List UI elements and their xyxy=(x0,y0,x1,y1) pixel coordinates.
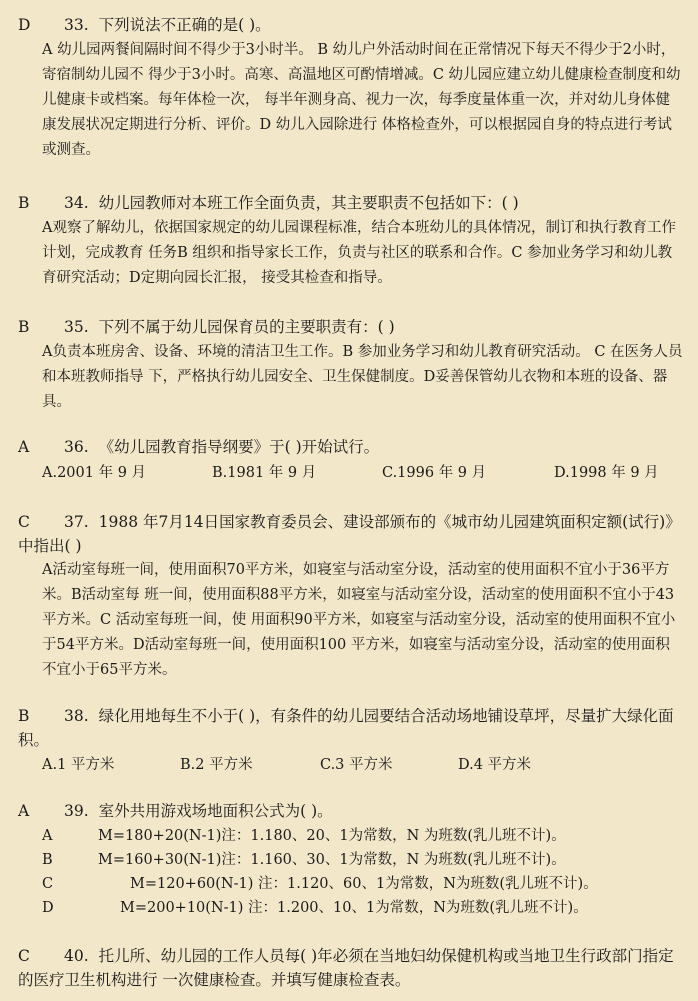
question-33 xyxy=(18,12,684,163)
option-b: B.1981 年 9 月 xyxy=(212,465,317,481)
answer-letter: D xyxy=(18,16,31,34)
question-stem: 托儿所、幼儿园的工作人员每( )年必须在当地妇幼保健机构或当地卫生行政部门指定的医疗卫生机构进行 一次健康检查。并填写健康检查表。 xyxy=(18,947,674,989)
question-number: 35. xyxy=(64,318,89,336)
option-c: C.1996 年 9 月 xyxy=(382,465,487,481)
option-a: A.1 平方米 xyxy=(42,757,115,773)
formula-text: M=160+30(N-1)注：1.160、30、1为常数，N 为班数(乳儿班不计)。 xyxy=(98,852,566,868)
answer-letter: B xyxy=(18,318,30,336)
question-stem: 《幼儿园教育指导纲要》于( )开始试行。 xyxy=(98,438,380,456)
question-36 xyxy=(18,434,684,486)
question-body: A 幼儿园两餐间隔时间不得少于3小时半。 B 幼儿户外活动时间在正常情况下每天不得少于2小时，寄宿制幼儿园不 得少于3小时。高寒、高温地区可酌情增减。C 幼儿园应建立幼儿健康检查制度和幼儿健康卡或档案。每年体检一次， 每半年测身高、视力一次，每季度量体重一次，并对幼儿身体健康发展状况定期进行分析、评价。D 幼儿入园除进行 体格检查外，可以根据园自身的特点进行考试或测查。 xyxy=(42,42,681,158)
options-row xyxy=(18,752,684,778)
question-body: A活动室每班一间，使用面积70平方米，如寝室与活动室分设，活动室的使用面积不宜小于36平方米。B活动室每 班一间，使用面积88平方米，如寝室与活动室分设，活动室的使用面积不宜小于43平方米。C 活动室每班一间，使 用面积90平方米，如寝室与活动室分设，活动室的使用面积不宜小于54平方米。D活动室每班一间，使用面积100 平方米，如寝室与活动室分设，活动室的使用面积不宜小于65平方米。 xyxy=(42,562,676,678)
answer-letter: B xyxy=(18,707,30,725)
question-34 xyxy=(18,190,684,291)
question-number: 39. xyxy=(64,802,89,820)
question-stem: 幼儿园教师对本班工作全面负责，其主要职责不包括如下：( ) xyxy=(98,194,519,212)
option-d: D.1998 年 9 月 xyxy=(554,465,659,481)
options-row xyxy=(18,460,684,486)
option-b: B.2 平方米 xyxy=(180,757,253,773)
option-label: A xyxy=(42,828,53,844)
option-label: B xyxy=(42,852,53,868)
answer-letter: A xyxy=(18,802,30,820)
question-stem: 下列说法不正确的是( )。 xyxy=(98,16,271,34)
option-a: A.2001 年 9 月 xyxy=(42,465,147,481)
question-number: 38. xyxy=(64,707,89,725)
question-number: 36. xyxy=(64,438,89,456)
question-stem: 室外共用游戏场地面积公式为( )。 xyxy=(98,802,333,820)
option-d: D.4 平方米 xyxy=(458,757,532,773)
answer-letter: B xyxy=(18,194,30,212)
question-number: 40. xyxy=(64,947,89,965)
question-stem: 下列不属于幼儿园保育员的主要职责有：( ) xyxy=(98,318,395,336)
formula-option-b xyxy=(18,848,684,872)
answer-letter: C xyxy=(18,947,30,965)
option-c: C.3 平方米 xyxy=(320,757,393,773)
question-stem: 1988 年7月14日国家教育委员会、建设部颁布的《城市幼儿园建筑面积定额(试行)》中指出( ) xyxy=(18,513,681,555)
question-number: 33. xyxy=(64,16,89,34)
option-label: D xyxy=(42,900,54,916)
question-stem: 绿化用地每生不小于( )，有条件的幼儿园要结合活动场地铺设草坪，尽量扩大绿化面积。 xyxy=(18,707,674,749)
question-39 xyxy=(18,798,684,920)
formula-option-c xyxy=(18,872,684,896)
formula-text: M=200+10(N-1) 注：1.200、10、1为常数，N为班数(乳儿班不计)。 xyxy=(120,900,588,916)
question-number: 37. xyxy=(64,513,89,531)
formula-option-a xyxy=(18,824,684,848)
question-40 xyxy=(18,944,684,992)
formula-text: M=120+60(N-1) 注：1.120、60、1为常数，N为班数(乳儿班不计)。 xyxy=(130,876,598,892)
answer-letter: A xyxy=(18,438,30,456)
option-label: C xyxy=(42,876,54,892)
formula-option-d xyxy=(18,896,684,920)
formula-text: M=180+20(N-1)注：1.180、20、1为常数，N 为班数(乳儿班不计)。 xyxy=(98,828,566,844)
question-35 xyxy=(18,314,684,415)
question-body: A观察了解幼儿，依据国家规定的幼儿园课程标准，结合本班幼儿的具体情况，制订和执行教育工作计划，完成教育 任务B 组织和指导家长工作，负责与社区的联系和合作。C 参加业务学习和幼儿教育研究活动；D定期向园长汇报， 接受其检查和指导。 xyxy=(42,220,676,286)
answer-letter: C xyxy=(18,513,30,531)
question-38 xyxy=(18,704,684,778)
question-37 xyxy=(18,510,684,683)
question-number: 34. xyxy=(64,194,89,212)
question-body: A负责本班房舍、设备、环境的清洁卫生工作。B 参加业务学习和幼儿教育研究活动。 C 在医务人员和本班教师指导 下，严格执行幼儿园安全、卫生保健制度。D妥善保管幼儿衣物和本班的设备、器具。 xyxy=(42,344,683,410)
